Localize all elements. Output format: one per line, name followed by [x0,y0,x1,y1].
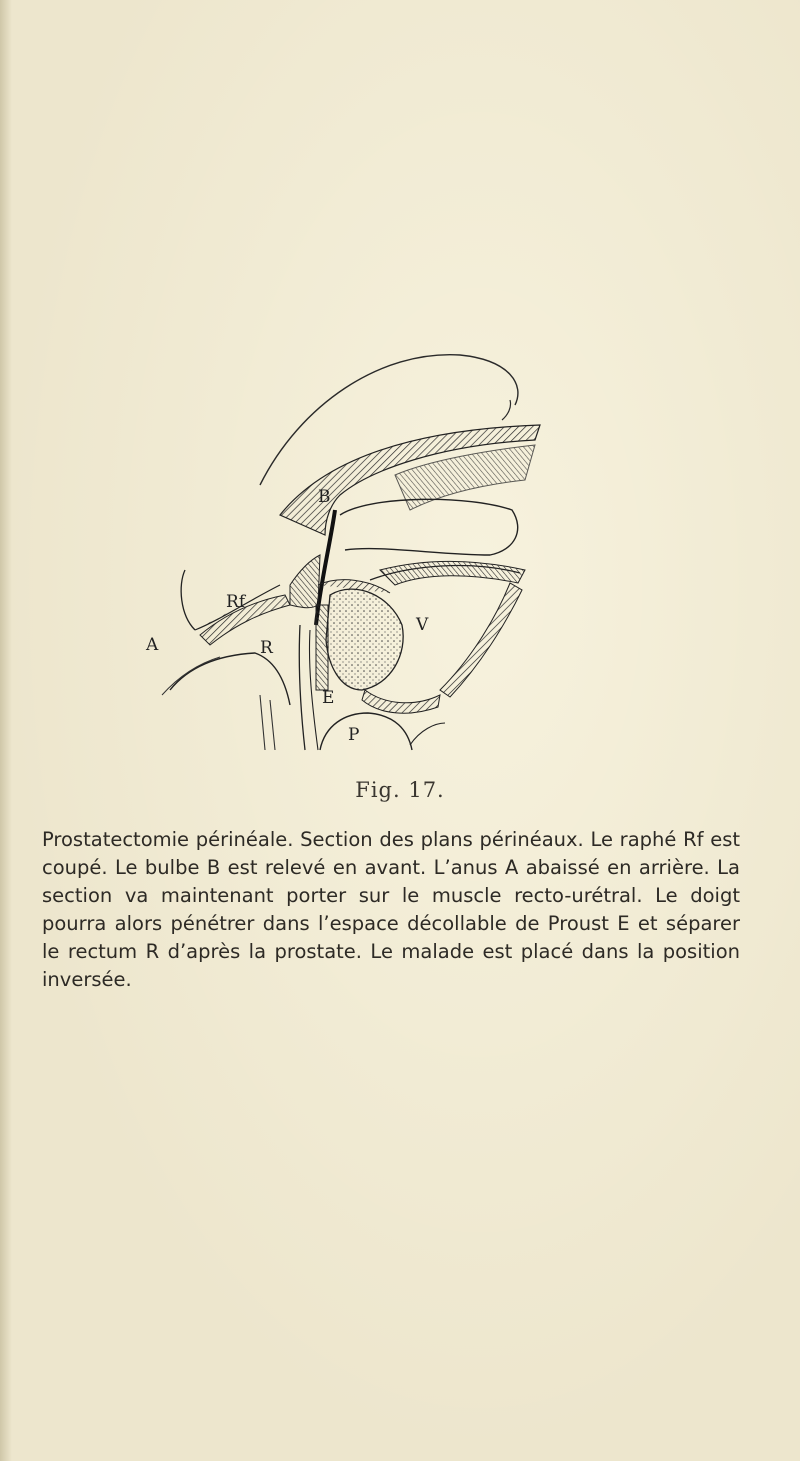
vesicle-wall-bottom [362,690,440,713]
bulbe-loop [340,499,518,555]
anatomical-illustration [140,345,560,765]
page-edge-shadow [0,0,12,1461]
figure-caption-text: Prostatectomie périnéale. Section des plans périnéaux. Le raphé Rf est coupé. Le bulbe B est relevé en avant. L’anus A abaissé en arrière. La section va maintenant porter sur le muscle recto-urétral. Le doigt pourra alors pénétrer dans l’espace décollable de Proust E et séparer le rectum R d’après la prostate. Le malade est placé dans la position inversée. [42,828,740,991]
prostate [326,589,403,690]
label-p: P [348,725,360,745]
vesicle-wall-right [440,583,522,697]
vesicle-wall-top [380,561,525,585]
label-e: E [322,688,335,708]
label-a: A [146,635,159,655]
label-v: V [416,615,429,635]
label-b: B [318,487,331,507]
figure-number: Fig. 17. [355,778,445,802]
muscle-block [290,555,320,608]
perineum-arc [320,713,412,750]
label-r: R [260,638,273,658]
perineal-section-drawing [140,345,560,765]
rectum-contour [170,653,290,705]
label-rf: Rf [226,592,246,612]
